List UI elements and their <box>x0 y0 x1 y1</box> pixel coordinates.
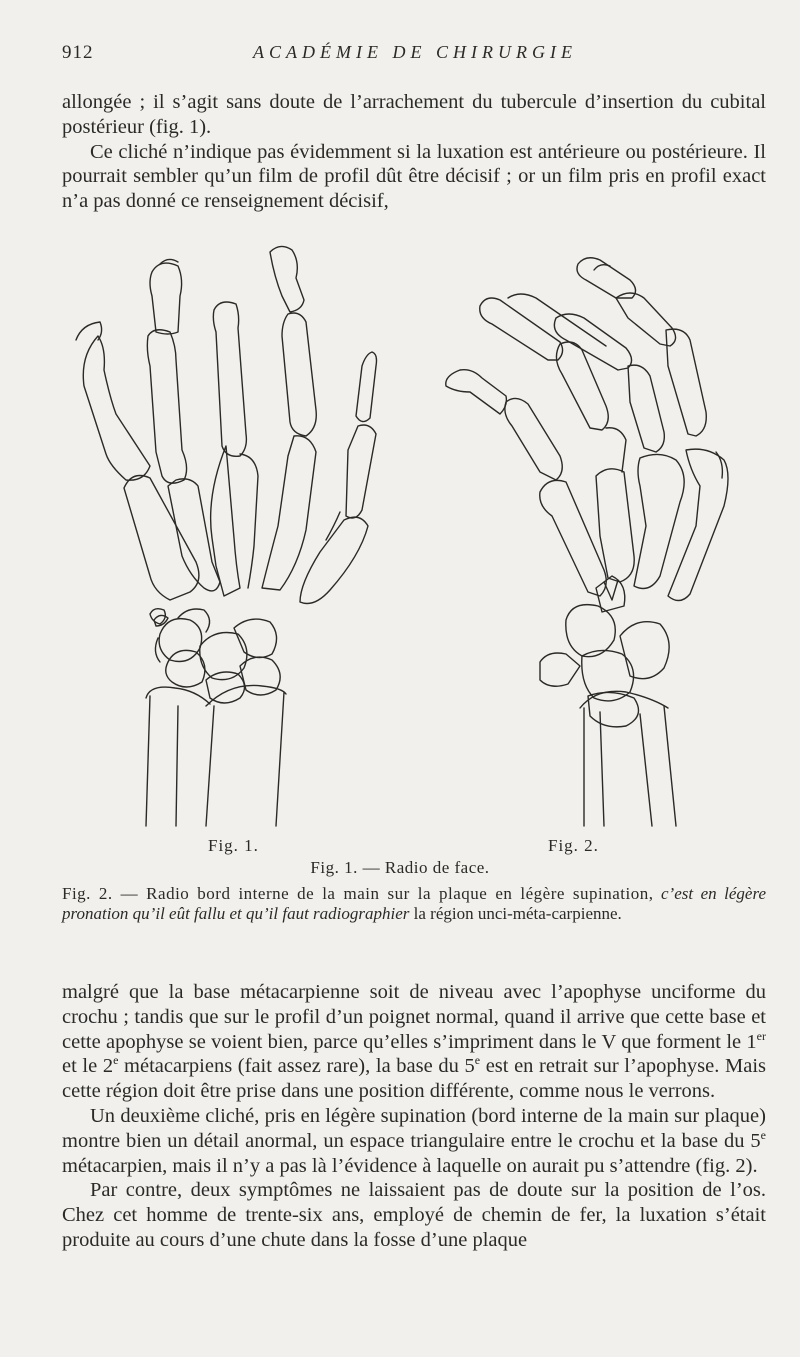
paragraph: Un deuxième cliché, pris en légère supination (bord interne de la main sur plaque) montre bien un détail anormal, un espace triangulaire entre le crochu et la base du 5e métacarpien, mais il n’y a pas là l’évidence à laquelle on aurait pu s’attendre (fig. 2). <box>62 1104 766 1177</box>
text-block-top <box>62 90 766 214</box>
running-head: ACADÉMIE DE CHIRURGIE <box>253 42 577 62</box>
paragraph: Par contre, deux symptômes ne laissaient pas de doute sur la position de l’os. Chez cet homme de trente-six ans, employé de chemin de fer, la luxation s’était produite au cours d’une chute dans la fosse d’une plaque <box>62 1179 766 1251</box>
figure-1-hand-illustration <box>76 246 377 826</box>
paragraph: Ce cliché n’indique pas évidemment si la luxation est antérieure ou postérieure. Il pourrait sembler qu’un film de profil dût être décisif ; or un film pris en profil exact n’a pas donné ce renseignement décisif, <box>62 140 766 213</box>
paragraph-continued: malgré que la base métacarpienne soit de niveau avec l’apophyse unciforme du crochu ; tandis que sur le profil d’un poignet normal, quand il arrive que cette base et cette apophyse se voient bien, parce qu’elles s’impriment dans le V que forment le 1er et le 2e métacarpiens (fait assez rare), la base du 5e est en retrait sur l’apophyse. Mais cette région doit être prise dans une position différente, comme nous le verrons. <box>62 981 766 1103</box>
figures-area <box>0 236 800 836</box>
text-block-bottom <box>62 980 766 1253</box>
figure-2-hand-illustration <box>446 258 728 826</box>
caption-2-italic: c’est en légère pronation qu’il eût fallu et qu’il faut radiographier <box>62 884 767 923</box>
caption-2-end: la région unci-méta-carpienne. <box>413 904 622 923</box>
figure-1-label: Fig. 1. <box>208 836 259 855</box>
paragraph-continued: allongée ; il s’agit sans doute de l’arrachement du tubercule d’insertion du cubital postérieur (fig. 1). <box>62 91 766 138</box>
page-number: 912 <box>62 42 94 63</box>
caption-2-text: Fig. 2. — Radio bord interne de la main sur la plaque en légère supination, <box>62 884 654 903</box>
figure-1-caption: Fig. 1. — Radio de face. <box>310 858 490 877</box>
figure-2-caption <box>62 884 766 924</box>
figure-2-label: Fig. 2. <box>548 836 599 855</box>
page-header <box>62 42 768 72</box>
